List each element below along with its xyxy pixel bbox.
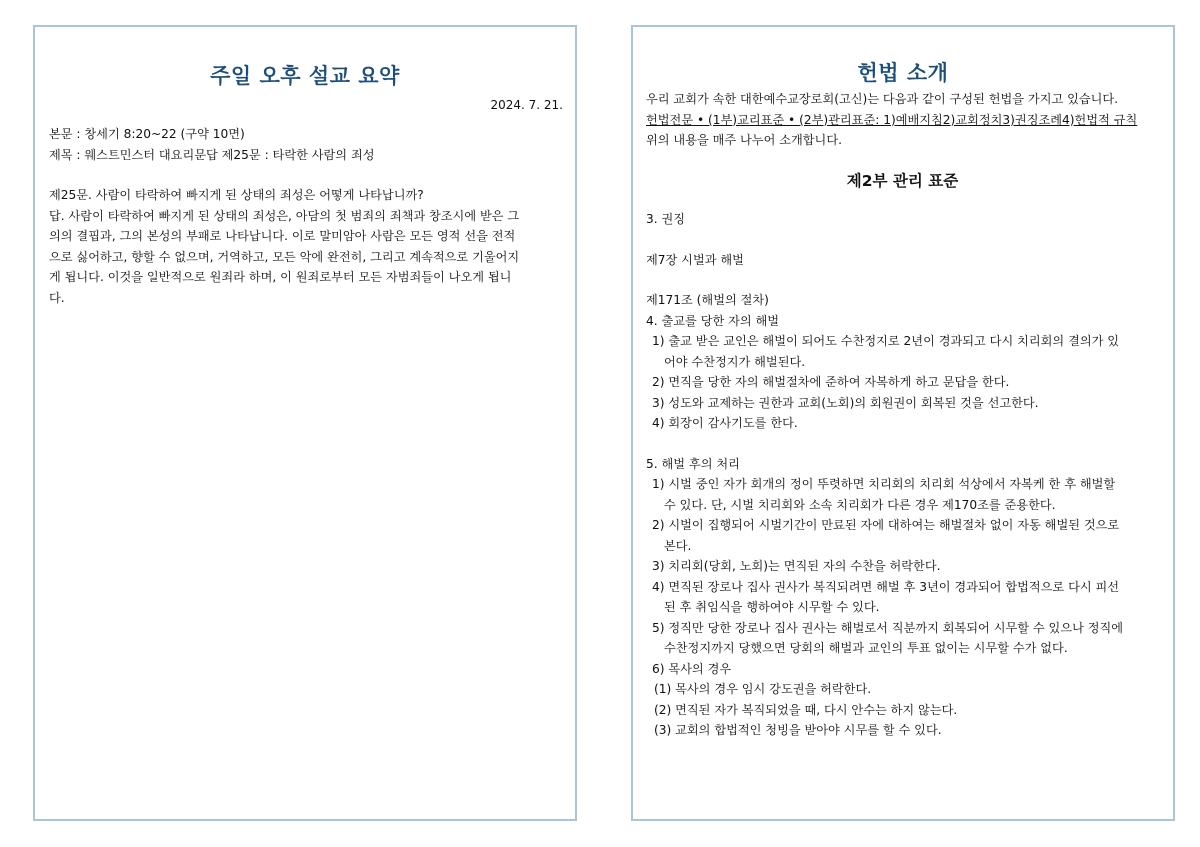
constitution-body [633,89,1173,741]
chapter-heading: 제7장 시벌과 해벌 [646,252,744,267]
section-heading: 5. 해벌 후의 처리 [646,456,740,471]
list-item: 6) 목사의 경우 [652,661,732,676]
intro-line: 위의 내용을 매주 나누어 소개합니다. [646,133,842,147]
constitution-panel [631,25,1175,821]
sermon-body [35,124,575,308]
section-heading: 4. 출교를 당한 자의 해벌 [646,313,780,328]
sermon-date: 2024. 7. 21. [490,98,563,112]
answer-line: 의의 결핍과, 그의 본성의 부패로 나타납니다. 이로 말미암아 사람은 모든 영적 선을 전적 [49,229,516,243]
list-item: 5) 정직만 당한 장로나 집사 권사는 해벌로서 직분까지 회복되어 시무할 수 있으나 정직에 수찬정지까지 당했으면 당회의 해벌과 교인의 투표 없이는 시무할 수가 없다. [652,620,1124,655]
catechism-question: 제25문. 사람이 타락하여 빠지게 된 상태의 죄성은 어떻게 나타납니까? [49,188,424,202]
answer-line: 으로 싫어하고, 향할 수 없으며, 거역하고, 모든 악에 완전히, 그리고 계속적으로 기울어지 [49,249,520,264]
list-item: 3) 성도와 교제하는 권한과 교회(노회)의 회원권이 회복된 것을 선고한다. [652,395,1039,410]
part-subtitle: 제2부 관리 표준 [846,171,959,190]
subject-line: 제목 : 웨스트민스터 대요리문답 제25문 : 타락한 사람의 죄성 [49,147,375,162]
sub-list-item: (1) 목사의 경우 임시 강도권을 허락한다. [654,682,872,696]
constitution-structure-line: 헌법전문 • (1부)교리표준 • (2부)관리표준: 1)예배지침2)교회정치3)권징조례4)헌법적 규칙 [646,112,1138,127]
sub-list-item: (2) 면직된 자가 복직되었을 때, 다시 안수는 하지 않는다. [654,702,958,717]
answer-line: 답. 사람이 타락하여 빠지게 된 상태의 죄성은, 아담의 첫 범죄의 죄책과 창조시에 받은 그 [49,208,520,223]
answer-line: 게 됩니다. 이것을 일반적으로 원죄라 하며, 이 원죄로부터 모든 자범죄들이 나오게 됩니 [49,270,512,284]
list-item: 1) 출교 받은 교인은 해벌이 되어도 수찬정지로 2년이 경과되고 다시 치리회의 결의가 있 어야 수찬정지가 해벌된다. [652,334,1120,369]
part-heading: 3. 권징 [646,212,686,226]
constitution-title: 헌법 소개 [857,61,949,85]
list-item: 2) 시벌이 집행되어 시벌기간이 만료된 자에 대하여는 해벌절차 없이 자동 해벌된 것으로 본다. [652,518,1120,553]
scripture-line: 본문 : 창세기 8:20~22 (구약 10면) [49,127,245,141]
article-heading: 제171조 (해벌의 절차) [646,293,769,307]
list-item: 2) 면직을 당한 자의 해벌절차에 준하여 자복하게 하고 문답을 한다. [652,375,1010,389]
list-item: 1) 시벌 중인 자가 회개의 정이 뚜렷하면 치리회의 치리회 석상에서 자복케 한 후 해벌할 수 있다. 단, 시벌 치리회와 소속 치리회가 다른 경우 제170조를 준용한다. [652,477,1116,512]
sub-list-item: (3) 교회의 합법적인 청빙을 받아야 시무를 할 수 있다. [654,723,942,737]
list-item: 4) 면직된 장로나 집사 권사가 복직되려면 해벌 후 3년이 경과되어 합법적으로 다시 피선 된 후 취임식을 행하여야 시무할 수 있다. [652,579,1120,614]
answer-line: 다. [49,290,65,305]
list-item: 3) 치리회(당회, 노회)는 면직된 자의 수찬을 허락한다. [652,559,941,573]
sermon-title: 주일 오후 설교 요약 [210,64,400,88]
intro-line: 우리 교회가 속한 대한예수교장로회(고신)는 다음과 같이 구성된 헌법을 가지고 있습니다. [646,92,1119,106]
sermon-summary-panel [33,25,577,821]
list-item: 4) 회장이 감사기도를 한다. [652,416,798,430]
